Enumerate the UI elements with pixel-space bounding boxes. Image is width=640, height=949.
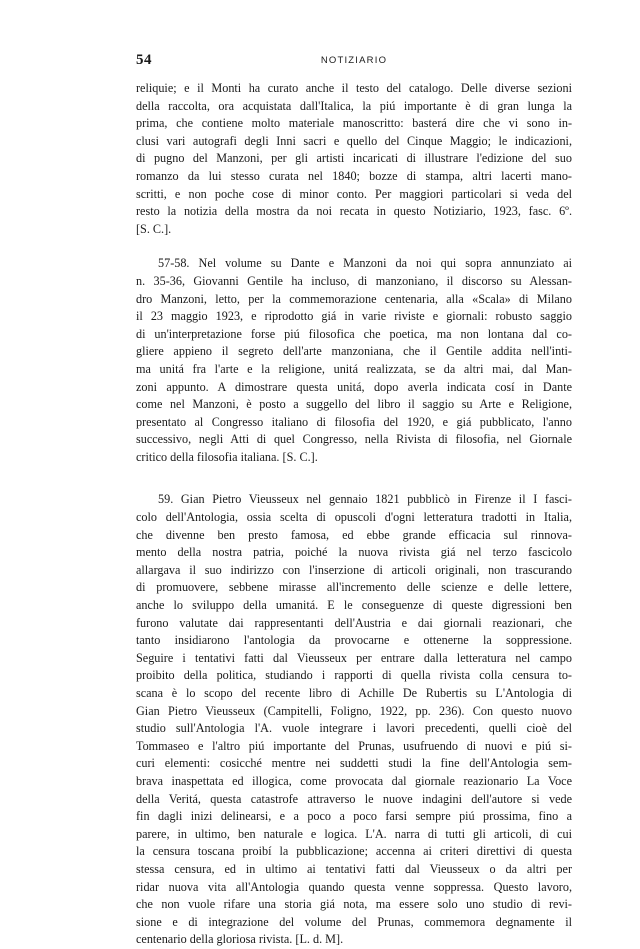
text-line: proibito della politica, studiando i rapporti di quella rivista colla censura to-	[136, 668, 572, 683]
text-line: scana è lo scopo del recente libro di Achille De Rubertis su L'Antologia di	[136, 686, 572, 700]
text-line: della raccolta, ora acquistata dall'Italica, la piú importante è di gran lunga la	[136, 98, 572, 113]
text-line: colo dell'Antologia, ossia scelta di opuscoli d'ogni letteratura tradotti in Italia,	[136, 510, 572, 525]
text-line: allargava il suo indirizzo con l'inserzione di articoli originali, non trascurando	[136, 562, 572, 577]
text-line: parere, in ultimo, ben naturale e logica. L'A. narra di tutti gli articoli, di cui	[136, 826, 572, 841]
text-line: centenario della gloriosa rivista. [L. d. M].	[136, 932, 344, 947]
text-line: la censura toscana proibí la pubblicazione; accenna ai criteri direttivi di questa	[136, 844, 572, 859]
text-line: fin dagli inizi delinearsi, e a poco a poco farsi sempre piú prossima, fino a	[136, 809, 572, 824]
text-line: n. 35-36, Giovanni Gentile ha incluso, di manzoniano, il discorso su Alessan-	[136, 273, 572, 288]
page-number: 54	[136, 52, 152, 68]
text-line: gliere appieno il segreto dell'arte manzoniana, che il Gentile addita nell'inti-	[136, 344, 572, 359]
text-line: curi elementi: cosicché mentre nei suddetti studi la fine dell'Antologia sem-	[136, 756, 572, 771]
text-line: critico della filosofia italiana. [S. C.].	[136, 449, 318, 464]
text-line: anche lo sviluppo della umanitá. E le conseguenze di queste digressioni ben	[136, 598, 572, 613]
text-line: successivo, negli Atti di quel Congresso, nella Rivista di filosofia, nel Giornale	[136, 432, 572, 447]
text-line: che divenne ben presto famosa, ed ebbe grande efficacia sul rinnova-	[136, 527, 572, 542]
text-line: clusi vari autografi degli Inni sacri e quello del Cinque Maggio; le indicazioni,	[136, 133, 572, 148]
text-line: di promuovere, sebbene mirasse all'incremento delle scienze e delle lettere,	[136, 580, 572, 595]
text-line: ma unitá fra l'arte e la religione, unitá realizzata, se da altri mai, dal Man-	[136, 361, 572, 376]
text-line: di pugno del Manzoni, per gli artisti incaricati di illustrare l'edizione del suo	[136, 151, 572, 166]
text-line: tanto insidiarono l'antologia da provocarne e ottenerne la soppressione.	[136, 633, 572, 648]
text-line: scritti, e non poche cose di minor conto. Per maggiori particolari si veda del	[136, 186, 572, 201]
text-line: mento della nostra patria, poiché la nuova rivista giá nel terzo fascicolo	[136, 545, 572, 560]
paragraph-antologia	[136, 491, 572, 948]
paragraph-dante-manzoni	[136, 255, 572, 466]
text-line: sione e di integrazione del volume del Prunas, commemora degnamente il	[136, 914, 572, 929]
running-title: NOTIZIARIO	[320, 55, 388, 66]
text-line: stessa censura, ed in ultimo ai tentativi fatti dal Vieusseux o da altri per	[136, 861, 572, 876]
text-line: reliquie; e il Monti ha curato anche il testo del catalogo. Delle diverse sezioni	[136, 81, 572, 95]
text-line: ridar nuova vita all'Antologia quando questa venne soppressa. Questo lavoro,	[136, 879, 572, 894]
text-line: [S. C.].	[136, 221, 172, 236]
running-head	[136, 52, 572, 74]
text-line: come nel Manzoni, è posto a suggello del libro il saggio su Arte e Religione,	[136, 397, 572, 412]
text-line: il 23 maggio 1923, e riprodotto giá in varie riviste e giornali: robusto saggio	[136, 309, 572, 324]
text-line: Seguire i tentativi fatti dal Vieusseux per entrare dalla letteratura nel campo	[136, 650, 572, 665]
text-line: che non vuole rifare una storia giá nota, ma essere solo uno studio di revi-	[136, 897, 572, 912]
text-line: prima, che contiene molto materiale manoscritto: basterá dire che vi sono in-	[136, 116, 572, 131]
text-line: dro Manzoni, letto, per la commemorazione centenaria, alla «Scala» di Milano	[136, 291, 572, 306]
paragraph-catalog	[136, 80, 572, 238]
text-line: Tommaseo e l'altro piú importante del Prunas, usufruendo di nuovi e piú si-	[136, 738, 572, 753]
text-line: Gian Pietro Vieusseux (Campitelli, Foligno, 1922, pp. 236). Con questo nuovo	[136, 703, 572, 718]
body-text	[136, 80, 572, 949]
text-line: romanzo da lui stesso curata nel 1840; bozze di stampa, altri lacerti mano-	[136, 168, 572, 183]
text-line: della Veritá, questa catastrofe attraverso le nuove indagini dell'autore si vede	[136, 791, 572, 806]
text-line: zoni appunto. A dimostrare questa unitá, dopo averla indicata cosí in Dante	[136, 379, 572, 394]
text-line: studio sull'Antologia l'A. vuole integrare i lavori precedenti, quelli cioè del	[136, 721, 572, 736]
text-line: furono valutate dai rappresentanti dell'Austria e dai giornali reazionari, che	[136, 615, 572, 630]
text-line: resto la notizia della mostra da noi recata in questo Notiziario, 1923, fasc. 6º.	[136, 204, 572, 219]
text-line: brava inaspettata ed illogica, come provocata dal giornale reazionario La Voce	[136, 773, 572, 788]
text-line: di un'interpretazione forse piú filosofica che poetica, ma non lontana dal co-	[136, 326, 572, 341]
text-line: 59. Gian Pietro Vieusseux nel gennaio 1821 pubblicò in Firenze il I fasci-	[158, 492, 572, 507]
text-line: 57-58. Nel volume su Dante e Manzoni da noi qui sopra annunziato ai	[158, 256, 572, 271]
text-line: presentato al Congresso italiano di filosofia del 1920, e giá pubblicato, l'anno	[136, 414, 572, 429]
